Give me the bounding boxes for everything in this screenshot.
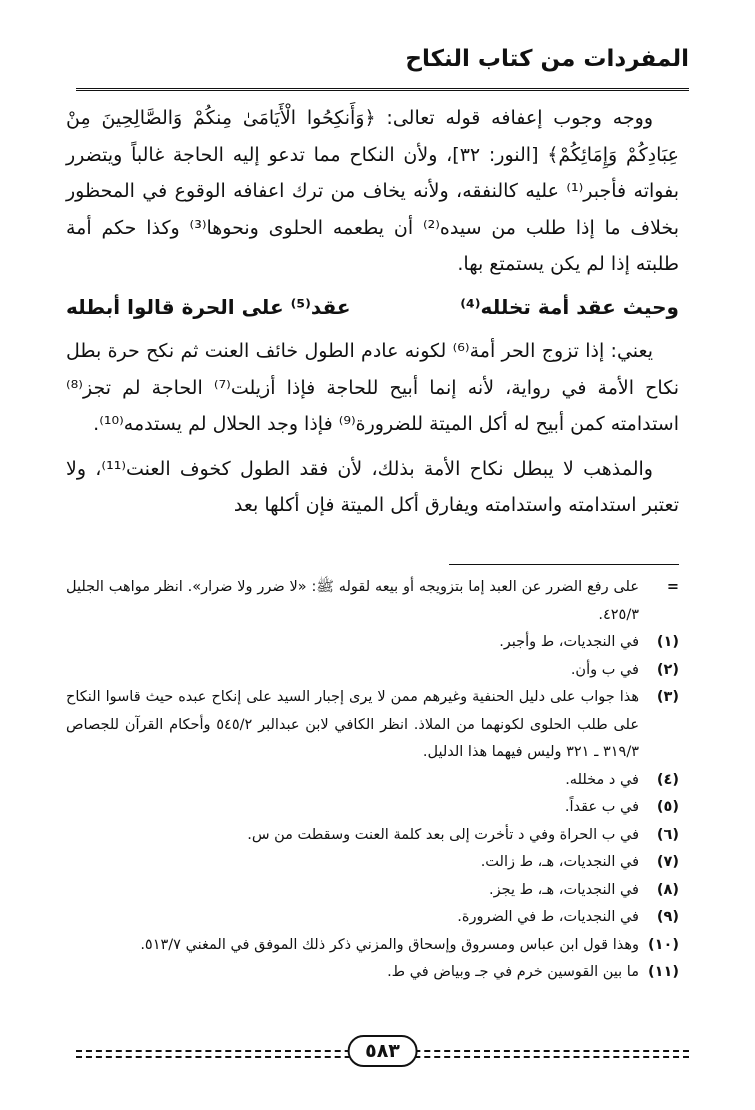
footnote-text: في د مخلله. [565, 771, 639, 788]
footnotes [66, 574, 679, 987]
paragraph: يعني: إذا تزوج الحر أمة⁽⁶⁾ لكونه عادم الطول خائف العنت ثم نكح حرة بطل نكاح الأمة في رواية، لأنه إنما أبيح للحاجة فإذا أزيلت⁽⁷⁾ الحاجة لم تجز⁽⁸⁾ استدامته كمن أبيح له أكل الميتة للضرورة⁽⁹⁾ فإذا وجد الحلال لم يستدمه⁽¹⁰⁾. [66, 340, 679, 435]
footnote [66, 877, 679, 905]
footnote-number: (١١) [648, 964, 679, 980]
footnote-number: (٥) [656, 799, 679, 815]
footnote-number: (٢) [656, 661, 679, 678]
header-title: المفردات من كتاب النكاح [405, 46, 689, 72]
paragraph: والمذهب لا يبطل نكاح الأمة بذلك، لأن فقد الطول كخوف العنت⁽¹¹⁾، ولا تعتبر استدامته واستدامته ويفارق أكل الميتة فإن أكلها بعد [66, 457, 679, 516]
footnote [66, 629, 679, 657]
footnote-text: في النجديات، هـ، ط يجز. [488, 881, 639, 898]
paragraph: ووجه وجوب إعفافه قوله تعالى: ﴿وَأَنكِحُوا الْأَيَامَىٰ مِنكُمْ وَالصَّالِحِينَ مِنْ عِبَادِكُمْ وَإِمَائِكُمْ﴾ [النور: ٣٢]، ولأن النكاح مما تدعو إليه الحاجة غالباً ويتضرر بفواته فأجبر⁽¹⁾ عليه كالنفقه، ولأنه يخاف من ترك اعفافه الوقوع في المحظور بخلاف ما إذا طلب من سيده⁽²⁾ أن يطعمه الحلوى ونحوها⁽³⁾ وكذا حكم أمة طلبته إذا لم يكن يستمتع بها. [66, 107, 679, 275]
footnote-number: (٦) [656, 826, 679, 843]
footnote-text: في النجديات، ط وأجبر. [499, 634, 639, 650]
footnote [66, 932, 679, 960]
footnote-number: (٩) [656, 909, 679, 925]
footnote [66, 822, 679, 850]
footnote-separator [449, 564, 679, 565]
footnote-text: في النجديات، هـ، ط زالت. [480, 854, 639, 870]
verse-first-hemistich: وحيث عقد أمة تخلله⁽⁴⁾ [460, 294, 679, 319]
footnote-text: في النجديات، ط في الضرورة. [457, 909, 639, 925]
footnote [66, 959, 679, 987]
footnote-text: هذا جواب على دليل الحنفية وغيرهم ممن لا يرى إجبار السيد على إنكاح عبده حيث قاسوا النكاح على طلب الحلوى لكونهما من الملاذ. انظر الكافي لابن عبدالبر ٥٤٥/٢ وأحكام القرآن للجصاص ٣١٩/٣ ـ ٣٢١ وليس فيهما هذا الدليل. [66, 689, 639, 760]
footnote-number: (٤) [656, 771, 679, 788]
main-text [66, 100, 679, 524]
footnote-number: (٧) [656, 854, 679, 870]
footnote-number: (١٠) [648, 936, 679, 953]
page-number: ٥٨٣ [347, 1035, 418, 1067]
verse-second-hemistich: عقد⁽⁵⁾ على الحرة قالوا أبطله [66, 294, 351, 319]
footnote-text: على رفع الضرر عن العبد إما بتزويجه أو بيعه لقوله ﷺ: «لا ضرر ولا ضرار». انظر مواهب الجليل ٤٢٥/٣. [66, 579, 639, 623]
footnote-number: (٨) [656, 881, 679, 898]
footnote-text: في ب عقداً. [564, 799, 639, 815]
footnote [66, 849, 679, 877]
footnote-text: وهذا قول ابن عباس ومسروق وإسحاق والمزني ذكر ذلك الموفق في المغني ٥١٣/٧. [140, 936, 639, 953]
footnote [66, 574, 679, 629]
footnote-text: ما بين القوسين خرم في جـ وبياض في ط. [387, 964, 639, 980]
footnote [66, 767, 679, 795]
footnote [66, 684, 679, 767]
running-header [76, 40, 689, 91]
page-footer [76, 1035, 689, 1069]
footnote [66, 794, 679, 822]
footnote [66, 657, 679, 685]
footnote-number: (١) [656, 634, 679, 650]
footnote [66, 904, 679, 932]
footnote-number: (٣) [656, 689, 679, 705]
footnote-text: في ب الحراة وفي د تأخرت إلى بعد كلمة العنت وسقطت من س. [247, 826, 639, 843]
verse-line [66, 289, 679, 326]
footnote-number: = [666, 579, 679, 595]
footnote-text: في ب وأن. [570, 661, 639, 678]
